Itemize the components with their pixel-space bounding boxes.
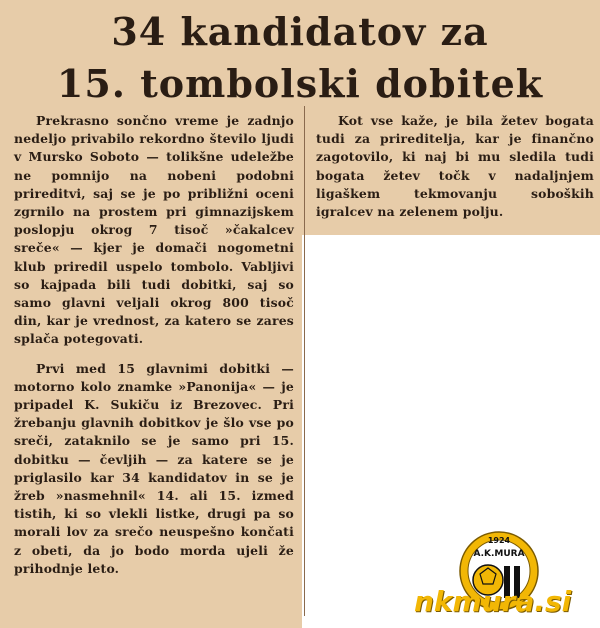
column-divider (304, 106, 305, 616)
logo-year: 1924 (487, 536, 511, 545)
logo-text: A.K.MURA (473, 549, 525, 559)
article-paragraph: Kot vse kaže, je bila žetev bogata tudi za prireditelja, kar je finančno zagotovilo, ki naj bi mu sledila tudi bogata žetev točk v nadaljnjem ligaškem tekmovanju soboških igralcev na zelenem polju. (316, 113, 594, 220)
headline-line-1: 34 kandidatov za (111, 9, 489, 54)
article-column-right (316, 112, 594, 221)
article-column-left (14, 112, 294, 578)
site-watermark: nkmura.si (414, 585, 572, 618)
article-paragraph: Prvi med 15 glavnimi dobitki — motorno kolo znamke »Panonija« — je pripadel K. Sukiču iz Brezovec. Pri žrebanju glavnih dobitkov je šlo vse po sreči, zataknilo se je samo pri 15. dobitku — čevljih — za katere se je priglasilo kar 34 kandidatov in se je žreb »nasmehnil« 14. ali 15. izmed tistih, ki so vlekli listke, drugi pa so morali lov za srečo neuspešno končati z obeti, da jo bodo morda ujeli že prihodnje leto. (14, 360, 294, 576)
headline-line-2: 15. tombolski dobitek (56, 61, 544, 106)
article-headline (0, 6, 600, 110)
article-paragraph: Prekrasno sončno vreme je zadnjo nedeljo privabilo rekordno število ljudi v Mursko Soboto — tolikšne udeležbe ne pomnijo na nobeni podobni prireditvi, saj se je po približni oceni zgrnilo na prostem pri gimnazijskem poslopju okrog 7 tisoč »čakalcev sreče« — kjer je domači nogometni klub priredil uspelo tombolo. Vabljivi so kajpada bili tudi dobitki, saj so samo glavni veljali okrog 800 tisoč din, kar je vrednost, za katero se zares splača potegovati. (14, 113, 294, 347)
